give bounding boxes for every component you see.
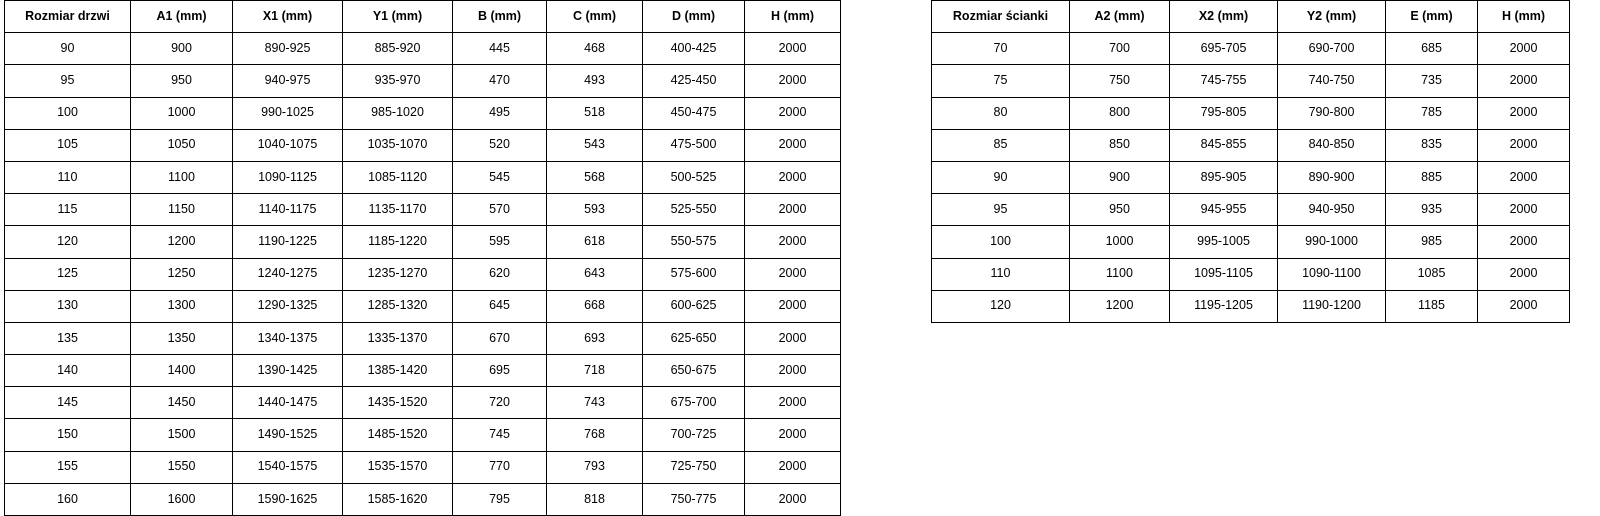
doors-cell: 570: [453, 194, 547, 226]
table-row: [932, 97, 1570, 129]
doors-cell: 1250: [131, 258, 233, 290]
doors-cell: 595: [453, 226, 547, 258]
doors-column-header: X1 (mm): [233, 1, 343, 33]
doors-table-container: [4, 0, 841, 516]
doors-cell: 1135-1170: [343, 194, 453, 226]
doors-cell: 700-725: [643, 419, 745, 451]
table-row: [5, 387, 841, 419]
doors-cell: 95: [5, 65, 131, 97]
doors-cell: 1350: [131, 322, 233, 354]
doors-cell: 1085-1120: [343, 161, 453, 193]
doors-cell: 768: [547, 419, 643, 451]
table-row: [932, 161, 1570, 193]
doors-cell: 493: [547, 65, 643, 97]
doors-cell: 720: [453, 387, 547, 419]
doors-cell: 1185-1220: [343, 226, 453, 258]
doors-cell: 1450: [131, 387, 233, 419]
walls-cell: 995-1005: [1170, 226, 1278, 258]
table-row: [5, 33, 841, 65]
doors-column-header: Y1 (mm): [343, 1, 453, 33]
doors-cell: 110: [5, 161, 131, 193]
doors-cell: 675-700: [643, 387, 745, 419]
walls-cell: 2000: [1478, 290, 1570, 322]
doors-cell: 115: [5, 194, 131, 226]
doors-cell: 1340-1375: [233, 322, 343, 354]
table-header-row: [932, 1, 1570, 33]
table-row: [5, 161, 841, 193]
doors-cell: 950: [131, 65, 233, 97]
doors-cell: 2000: [745, 226, 841, 258]
walls-cell: 70: [932, 33, 1070, 65]
doors-cell: 1540-1575: [233, 451, 343, 483]
doors-cell: 155: [5, 451, 131, 483]
walls-cell: 95: [932, 194, 1070, 226]
walls-cell: 1100: [1070, 258, 1170, 290]
doors-table-head: [5, 1, 841, 33]
doors-cell: 105: [5, 129, 131, 161]
doors-cell: 2000: [745, 129, 841, 161]
doors-cell: 135: [5, 322, 131, 354]
doors-cell: 818: [547, 483, 643, 515]
doors-cell: 1300: [131, 290, 233, 322]
doors-cell: 885-920: [343, 33, 453, 65]
doors-cell: 445: [453, 33, 547, 65]
table-row: [932, 226, 1570, 258]
doors-column-header: C (mm): [547, 1, 643, 33]
doors-cell: 593: [547, 194, 643, 226]
walls-cell: 1095-1105: [1170, 258, 1278, 290]
walls-cell: 100: [932, 226, 1070, 258]
walls-cell: 2000: [1478, 97, 1570, 129]
table-row: [5, 483, 841, 515]
table-row: [5, 226, 841, 258]
walls-column-header: Rozmiar ścianki: [932, 1, 1070, 33]
doors-cell: 1385-1420: [343, 355, 453, 387]
doors-cell: 725-750: [643, 451, 745, 483]
doors-cell: 1035-1070: [343, 129, 453, 161]
walls-cell: 795-805: [1170, 97, 1278, 129]
doors-dimensions-table: [4, 0, 841, 516]
doors-cell: 2000: [745, 97, 841, 129]
walls-cell: 80: [932, 97, 1070, 129]
doors-cell: 545: [453, 161, 547, 193]
walls-cell: 895-905: [1170, 161, 1278, 193]
doors-cell: 900: [131, 33, 233, 65]
doors-cell: 130: [5, 290, 131, 322]
doors-cell: 668: [547, 290, 643, 322]
walls-column-header: X2 (mm): [1170, 1, 1278, 33]
doors-cell: 2000: [745, 419, 841, 451]
walls-cell: 2000: [1478, 161, 1570, 193]
walls-cell: 935: [1386, 194, 1478, 226]
walls-cell: 695-705: [1170, 33, 1278, 65]
walls-cell: 2000: [1478, 129, 1570, 161]
walls-column-header: A2 (mm): [1070, 1, 1170, 33]
doors-column-header: A1 (mm): [131, 1, 233, 33]
doors-cell: 1390-1425: [233, 355, 343, 387]
doors-cell: 525-550: [643, 194, 745, 226]
walls-cell: 885: [1386, 161, 1478, 193]
walls-cell: 120: [932, 290, 1070, 322]
table-row: [5, 290, 841, 322]
doors-cell: 568: [547, 161, 643, 193]
doors-cell: 2000: [745, 483, 841, 515]
walls-cell: 1195-1205: [1170, 290, 1278, 322]
doors-cell: 1490-1525: [233, 419, 343, 451]
doors-cell: 670: [453, 322, 547, 354]
table-row: [932, 290, 1570, 322]
doors-cell: 140: [5, 355, 131, 387]
doors-cell: 575-600: [643, 258, 745, 290]
doors-cell: 770: [453, 451, 547, 483]
doors-cell: 1585-1620: [343, 483, 453, 515]
doors-cell: 1400: [131, 355, 233, 387]
walls-cell: 900: [1070, 161, 1170, 193]
doors-cell: 145: [5, 387, 131, 419]
doors-cell: 1140-1175: [233, 194, 343, 226]
walls-cell: 1200: [1070, 290, 1170, 322]
walls-cell: 835: [1386, 129, 1478, 161]
table-row: [5, 258, 841, 290]
table-row: [5, 97, 841, 129]
doors-column-header: D (mm): [643, 1, 745, 33]
walls-cell: 850: [1070, 129, 1170, 161]
doors-cell: 1040-1075: [233, 129, 343, 161]
doors-cell: 1500: [131, 419, 233, 451]
doors-cell: 150: [5, 419, 131, 451]
doors-cell: 1050: [131, 129, 233, 161]
doors-cell: 475-500: [643, 129, 745, 161]
doors-cell: 620: [453, 258, 547, 290]
doors-cell: 718: [547, 355, 643, 387]
doors-cell: 120: [5, 226, 131, 258]
doors-cell: 1590-1625: [233, 483, 343, 515]
doors-cell: 650-675: [643, 355, 745, 387]
doors-cell: 160: [5, 483, 131, 515]
walls-table-head: [932, 1, 1570, 33]
doors-cell: 890-925: [233, 33, 343, 65]
walls-cell: 2000: [1478, 258, 1570, 290]
doors-cell: 695: [453, 355, 547, 387]
walls-cell: 2000: [1478, 194, 1570, 226]
doors-column-header: B (mm): [453, 1, 547, 33]
doors-cell: 1440-1475: [233, 387, 343, 419]
doors-cell: 400-425: [643, 33, 745, 65]
walls-cell: 740-750: [1278, 65, 1386, 97]
walls-cell: 750: [1070, 65, 1170, 97]
walls-table-container: [931, 0, 1570, 323]
doors-cell: 1240-1275: [233, 258, 343, 290]
table-row: [932, 258, 1570, 290]
doors-cell: 2000: [745, 161, 841, 193]
doors-cell: 643: [547, 258, 643, 290]
walls-cell: 1000: [1070, 226, 1170, 258]
table-row: [5, 355, 841, 387]
table-row: [5, 129, 841, 161]
table-row: [5, 419, 841, 451]
walls-table-body: [932, 33, 1570, 323]
walls-cell: 85: [932, 129, 1070, 161]
doors-cell: 2000: [745, 33, 841, 65]
walls-cell: 990-1000: [1278, 226, 1386, 258]
walls-cell: 840-850: [1278, 129, 1386, 161]
doors-cell: 1285-1320: [343, 290, 453, 322]
doors-cell: 600-625: [643, 290, 745, 322]
doors-cell: 2000: [745, 290, 841, 322]
walls-dimensions-table: [931, 0, 1570, 323]
walls-cell: 950: [1070, 194, 1170, 226]
doors-cell: 90: [5, 33, 131, 65]
doors-cell: 2000: [745, 65, 841, 97]
doors-cell: 518: [547, 97, 643, 129]
table-row: [932, 65, 1570, 97]
table-row: [5, 65, 841, 97]
doors-cell: 935-970: [343, 65, 453, 97]
table-row: [932, 194, 1570, 226]
walls-cell: 1185: [1386, 290, 1478, 322]
walls-cell: 2000: [1478, 226, 1570, 258]
walls-cell: 690-700: [1278, 33, 1386, 65]
walls-cell: 735: [1386, 65, 1478, 97]
walls-column-header: E (mm): [1386, 1, 1478, 33]
walls-cell: 790-800: [1278, 97, 1386, 129]
doors-cell: 795: [453, 483, 547, 515]
doors-cell: 2000: [745, 258, 841, 290]
walls-cell: 1085: [1386, 258, 1478, 290]
doors-cell: 125: [5, 258, 131, 290]
doors-cell: 625-650: [643, 322, 745, 354]
doors-cell: 520: [453, 129, 547, 161]
doors-cell: 2000: [745, 451, 841, 483]
doors-cell: 2000: [745, 355, 841, 387]
doors-cell: 550-575: [643, 226, 745, 258]
walls-cell: 890-900: [1278, 161, 1386, 193]
table-row: [932, 33, 1570, 65]
doors-cell: 693: [547, 322, 643, 354]
doors-cell: 1090-1125: [233, 161, 343, 193]
doors-cell: 470: [453, 65, 547, 97]
doors-cell: 2000: [745, 387, 841, 419]
walls-cell: 940-950: [1278, 194, 1386, 226]
doors-cell: 1200: [131, 226, 233, 258]
doors-cell: 1535-1570: [343, 451, 453, 483]
table-row: [5, 451, 841, 483]
walls-cell: 110: [932, 258, 1070, 290]
doors-cell: 543: [547, 129, 643, 161]
doors-cell: 1435-1520: [343, 387, 453, 419]
doors-cell: 985-1020: [343, 97, 453, 129]
doors-cell: 2000: [745, 322, 841, 354]
doors-cell: 990-1025: [233, 97, 343, 129]
doors-cell: 1190-1225: [233, 226, 343, 258]
walls-cell: 75: [932, 65, 1070, 97]
doors-cell: 2000: [745, 194, 841, 226]
doors-cell: 1000: [131, 97, 233, 129]
walls-cell: 985: [1386, 226, 1478, 258]
doors-cell: 1100: [131, 161, 233, 193]
doors-cell: 1335-1370: [343, 322, 453, 354]
walls-cell: 745-755: [1170, 65, 1278, 97]
doors-cell: 1600: [131, 483, 233, 515]
doors-cell: 940-975: [233, 65, 343, 97]
table-row: [932, 129, 1570, 161]
doors-cell: 745: [453, 419, 547, 451]
doors-cell: 450-475: [643, 97, 745, 129]
doors-cell: 743: [547, 387, 643, 419]
walls-cell: 1190-1200: [1278, 290, 1386, 322]
walls-cell: 945-955: [1170, 194, 1278, 226]
walls-cell: 1090-1100: [1278, 258, 1386, 290]
table-row: [5, 322, 841, 354]
walls-cell: 2000: [1478, 33, 1570, 65]
doors-cell: 618: [547, 226, 643, 258]
table-row: [5, 194, 841, 226]
doors-column-header: Rozmiar drzwi: [5, 1, 131, 33]
walls-column-header: Y2 (mm): [1278, 1, 1386, 33]
walls-cell: 845-855: [1170, 129, 1278, 161]
doors-cell: 645: [453, 290, 547, 322]
doors-cell: 468: [547, 33, 643, 65]
doors-table-body: [5, 33, 841, 516]
walls-cell: 685: [1386, 33, 1478, 65]
doors-cell: 1485-1520: [343, 419, 453, 451]
doors-cell: 750-775: [643, 483, 745, 515]
doors-cell: 425-450: [643, 65, 745, 97]
doors-cell: 1235-1270: [343, 258, 453, 290]
walls-cell: 785: [1386, 97, 1478, 129]
doors-cell: 793: [547, 451, 643, 483]
walls-cell: 90: [932, 161, 1070, 193]
walls-cell: 800: [1070, 97, 1170, 129]
walls-cell: 2000: [1478, 65, 1570, 97]
walls-cell: 700: [1070, 33, 1170, 65]
doors-cell: 1150: [131, 194, 233, 226]
doors-cell: 100: [5, 97, 131, 129]
doors-cell: 1550: [131, 451, 233, 483]
doors-cell: 500-525: [643, 161, 745, 193]
walls-column-header: H (mm): [1478, 1, 1570, 33]
doors-cell: 1290-1325: [233, 290, 343, 322]
doors-column-header: H (mm): [745, 1, 841, 33]
doors-cell: 495: [453, 97, 547, 129]
table-header-row: [5, 1, 841, 33]
